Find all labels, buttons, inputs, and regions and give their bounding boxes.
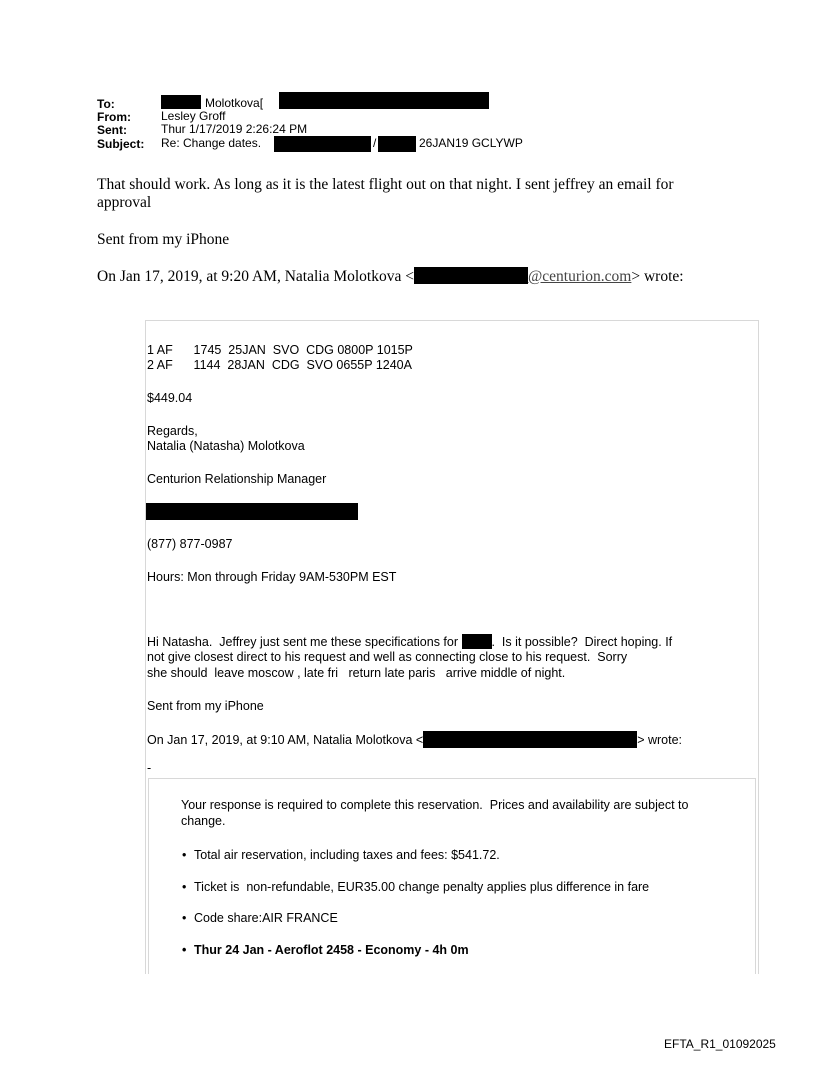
dash: - — [147, 761, 152, 775]
redaction-block — [146, 503, 358, 520]
flight-row: 2 AF 1144 28JAN CDG SVO 0655P 1240A — [147, 358, 412, 372]
redaction-block — [378, 136, 416, 152]
bullet-item: Code share:AIR FRANCE — [194, 911, 338, 925]
message-line: she should leave moscow , late fri return late paris arrive middle of night. — [147, 666, 566, 680]
subject-slash: / — [373, 136, 377, 150]
bullet-glyph: • — [182, 848, 187, 862]
sent-value: Thur 1/17/2019 2:26:24 PM — [161, 122, 308, 136]
message-line: Hi Natasha. Jeffrey just sent me these specifications for . Is it possible? Direct hoping. If — [147, 635, 673, 649]
reply-signature: Sent from my iPhone — [97, 231, 230, 248]
regards: Regards, — [147, 424, 198, 438]
bullet-glyph: • — [182, 943, 187, 957]
sender-name: Natalia (Natasha) Molotkova — [147, 439, 305, 453]
phone: (877) 877-0987 — [147, 537, 233, 551]
bullet-item: Thur 24 Jan - Aeroflot 2458 - Economy - 4h 0m — [194, 943, 469, 957]
redaction-block — [279, 92, 489, 109]
quote-attribution: On Jan 17, 2019, at 9:20 AM, Natalia Molotkova < @centurion.com> wrote: — [97, 268, 684, 285]
reply-line: That should work. As long as it is the latest flight out on that night. I sent jeffrey an email for — [97, 176, 674, 193]
redaction-block — [414, 267, 528, 284]
redaction-block — [462, 634, 492, 649]
intro-line: change. — [181, 814, 226, 828]
bullet-item: Ticket is non-refundable, EUR35.00 change penalty applies plus difference in fare — [194, 880, 650, 894]
to-label: To: — [97, 97, 115, 111]
reply-line: approval — [97, 194, 152, 211]
sender-title: Centurion Relationship Manager — [147, 472, 327, 486]
message-signature: Sent from my iPhone — [147, 699, 264, 713]
flight-row: 1 AF 1745 25JAN SVO CDG 0800P 1015P — [147, 343, 413, 357]
intro-line: Your response is required to complete this reservation. Prices and availability are subject to — [181, 798, 689, 812]
to-value: Molotkova[ — [205, 96, 264, 110]
message-line: not give closest direct to his request and well as connecting close to his request. Sorry — [147, 650, 628, 664]
hours: Hours: Mon through Friday 9AM-530PM EST — [147, 570, 397, 584]
bullet-glyph: • — [182, 911, 187, 925]
subject-label: Subject: — [97, 137, 145, 151]
from-value: Lesley Groff — [161, 109, 226, 123]
redaction-block — [161, 95, 201, 109]
from-label: From: — [97, 110, 131, 124]
redaction-block — [274, 136, 371, 152]
subject-prefix: Re: Change dates. — [161, 136, 262, 150]
price: $449.04 — [147, 391, 193, 405]
email-link[interactable]: @centurion.com — [528, 268, 632, 285]
redaction-block — [423, 731, 637, 748]
document-id: EFTA_R1_01092025 — [664, 1037, 776, 1051]
quote-attribution: On Jan 17, 2019, at 9:10 AM, Natalia Molotkova < > wrote: — [147, 733, 683, 747]
bullet-item: Total air reservation, including taxes and fees: $541.72. — [194, 848, 500, 862]
subject-suffix: 26JAN19 GCLYWP — [419, 136, 523, 150]
sent-label: Sent: — [97, 123, 127, 137]
bullet-glyph: • — [182, 880, 187, 894]
